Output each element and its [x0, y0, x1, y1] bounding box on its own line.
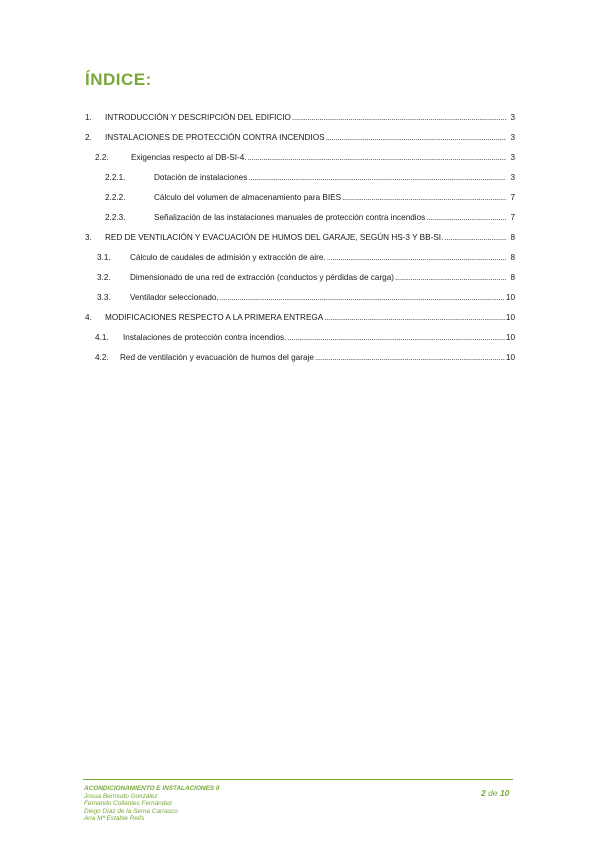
toc-entry-number: 2.2.2.: [105, 193, 126, 202]
toc-entry[interactable]: [97, 269, 515, 283]
toc-entry[interactable]: [97, 289, 515, 303]
toc-entry-title: MODIFICACIONES RESPECTO A LA PRIMERA ENTREGA: [105, 313, 324, 322]
toc-entry[interactable]: [95, 349, 515, 363]
toc-entry-number: 4.2.: [95, 353, 109, 362]
toc-entry-page: 3: [510, 153, 515, 162]
toc-entry-page: 10: [505, 333, 515, 342]
toc-leader-dots: [426, 213, 506, 223]
toc-entry[interactable]: [95, 329, 515, 343]
index-title: ÍNDICE:: [85, 70, 152, 89]
toc-entry-number: 4.: [85, 313, 92, 322]
footer-credits: [84, 785, 219, 823]
toc-entry-title: Señalización de las instalaciones manuales de protección contra incendios: [154, 213, 426, 222]
course-name: ACONDICIONAMIENTO E INSTALACIONES II: [84, 785, 220, 792]
toc-entry[interactable]: [105, 209, 515, 223]
toc-leader-dots: [342, 193, 506, 203]
toc-entry-title: Red de ventilación y evacuación de humos del garaje: [120, 353, 314, 362]
author-name: Ana Mª Estable Reifs: [84, 815, 145, 823]
toc-entry-title: Ventilador seleccionado.: [130, 293, 219, 302]
toc-leader-dots: [220, 293, 505, 303]
toc-entry[interactable]: [105, 189, 515, 203]
toc-entry-page: 3: [510, 173, 515, 182]
toc-entry-number: 3.3.: [97, 293, 111, 302]
toc-entry[interactable]: [97, 249, 515, 263]
toc-entry-number: 3.1.: [97, 253, 111, 262]
toc-entry-title: Cálculo del volumen de almacenamiento para BIES: [154, 193, 342, 202]
toc-entry-number: 4.1.: [95, 333, 109, 342]
toc-leader-dots: [292, 113, 506, 123]
toc-leader-dots: [248, 173, 506, 183]
toc-entry-page: 10: [505, 293, 515, 302]
toc-entry-page: 3: [510, 133, 515, 142]
toc-entry-number: 3.: [85, 233, 92, 242]
toc-leader-dots: [287, 333, 504, 343]
toc-entry[interactable]: [95, 149, 515, 163]
toc-entry[interactable]: [85, 109, 515, 123]
page-number: [481, 788, 509, 798]
toc-entry-number: 2.2.: [95, 153, 109, 162]
toc-entry[interactable]: [85, 129, 515, 143]
toc-entry-page: 7: [510, 193, 515, 202]
toc-entry[interactable]: [105, 169, 515, 183]
footer-divider: [83, 779, 513, 780]
toc-leader-dots: [248, 153, 506, 163]
toc-entry-title: Dimensionado de una red de extracción (conductos y pérdidas de carga): [130, 273, 394, 282]
toc-leader-dots: [444, 233, 506, 243]
toc-entry[interactable]: [85, 309, 515, 323]
toc-entry-number: 2.2.3.: [105, 213, 126, 222]
toc-entry[interactable]: [85, 229, 515, 243]
author-name: Josua Bermudo González: [84, 792, 158, 800]
page-of: de: [488, 788, 498, 798]
toc-entry-number: 1.: [85, 113, 92, 122]
toc-entry-title: INTRODUCCIÓN Y DESCRIPCIÓN DEL EDIFICIO: [105, 113, 291, 122]
toc-leader-dots: [327, 253, 506, 263]
toc-entry-number: 3.2.: [97, 273, 111, 282]
toc-entry-number: 2.: [85, 133, 92, 142]
toc-entry-page: 8: [510, 273, 515, 282]
author-name: Diego Díaz de la Serna Carrasco: [84, 807, 178, 815]
toc-entry-title: RED DE VENTILACIÓN Y EVACUACIÓN DE HUMOS DEL GARAJE, SEGÚN HS-3 Y BB-SI.: [105, 233, 444, 242]
toc-leader-dots: [395, 273, 506, 283]
page-current: 2: [481, 788, 486, 798]
toc-entry-page: 8: [510, 253, 515, 262]
toc-entry-title: Exigencias respecto al DB-SI-4.: [131, 153, 247, 162]
toc-entry-page: 7: [510, 213, 515, 222]
toc-entry-title: Instalaciones de protección contra incendios.: [123, 333, 287, 342]
author-name: Fernando Collantes Fernández: [84, 800, 173, 808]
toc-entry-page: 10: [505, 313, 515, 322]
toc-entry-page: 10: [505, 353, 515, 362]
toc-entry-page: 8: [510, 233, 515, 242]
toc-entry-title: Dotación de instalaciones: [154, 173, 248, 182]
toc-entry-number: 2.2.1.: [105, 173, 126, 182]
toc-leader-dots: [326, 133, 506, 143]
toc-entry-page: 3: [510, 113, 515, 122]
page-total: 10: [499, 788, 510, 798]
toc-leader-dots: [315, 353, 505, 363]
toc-entry-title: Cálculo de caudales de admisión y extracción de aire.: [130, 253, 326, 262]
toc-entry-title: INSTALACIONES DE PROTECCIÓN CONTRA INCENDIOS: [105, 133, 325, 142]
toc-leader-dots: [324, 313, 505, 323]
